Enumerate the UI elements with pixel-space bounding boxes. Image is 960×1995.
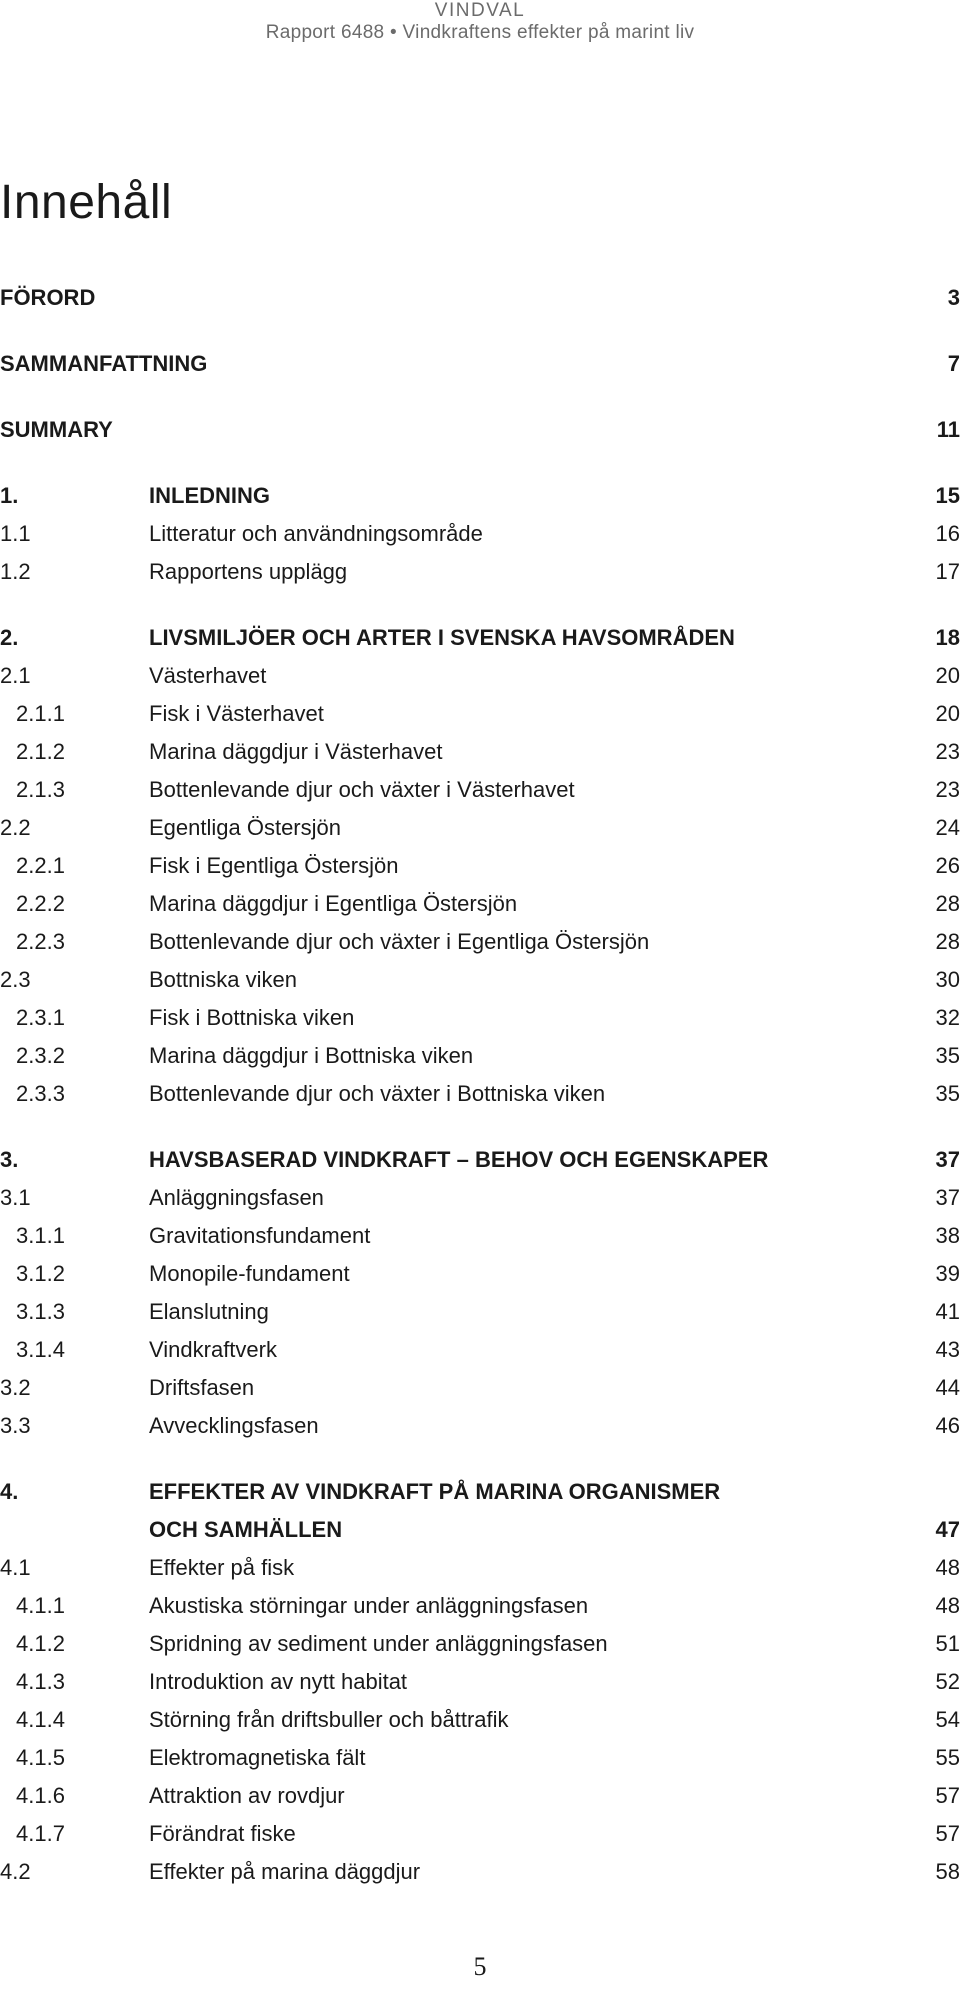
toc-entry-title: Fisk i Bottniska viken: [149, 1005, 355, 1030]
toc-entry-number: 2.2.1: [16, 853, 65, 878]
toc-entry-page: 15: [935, 483, 960, 508]
page-title: Innehåll: [0, 176, 173, 229]
toc-entry-page: 23: [935, 777, 960, 802]
toc-entry-title: INLEDNING: [149, 483, 270, 508]
toc-entry-title: Marina däggdjur i Bottniska viken: [149, 1043, 474, 1068]
toc-entry-page: 55: [935, 1745, 960, 1770]
toc-entry[interactable]: [0, 1219, 960, 1253]
toc-entry[interactable]: [0, 735, 960, 769]
toc-entry-page: 41: [935, 1299, 960, 1324]
toc-entry[interactable]: [0, 659, 960, 693]
toc-entry-title: EFFEKTER AV VINDKRAFT PÅ MARINA ORGANISMER: [149, 1479, 721, 1504]
toc-entry-title: Elanslutning: [149, 1299, 269, 1324]
toc-entry-page: 18: [935, 625, 960, 650]
toc-entry-title: Bottenlevande djur och växter i Egentliga Östersjön: [149, 929, 650, 954]
toc-entry-title: OCH SAMHÄLLEN: [149, 1517, 343, 1542]
toc-entry-title: Introduktion av nytt habitat: [149, 1669, 408, 1694]
toc-entry-number: 4.1.1: [16, 1593, 65, 1618]
toc-entry-number: 4.1.3: [16, 1669, 65, 1694]
toc-entry-title: Förändrat fiske: [149, 1821, 296, 1846]
header-series: VINDVAL: [434, 0, 526, 21]
toc-entry-page: 24: [935, 815, 960, 840]
toc-entry[interactable]: [0, 1627, 960, 1661]
toc-entry-number: 2.3.1: [16, 1005, 65, 1030]
toc-entry-page: 26: [935, 853, 960, 878]
toc-entry-number: 2.3: [0, 967, 31, 992]
toc-entry[interactable]: [0, 697, 960, 731]
toc-entry-page: 48: [935, 1555, 960, 1580]
toc-entry[interactable]: [0, 555, 960, 589]
toc-entry-number: 4.1.6: [16, 1783, 65, 1808]
toc-entry-title: Spridning av sediment under anläggningsfasen: [149, 1631, 608, 1656]
toc-entry-chapter-4-continued[interactable]: [0, 1513, 960, 1547]
toc-entry-chapter-3[interactable]: [0, 1143, 960, 1177]
toc-entry-page: 35: [935, 1043, 960, 1068]
toc-entry-page: 28: [935, 929, 960, 954]
toc-entry-number: 3.: [0, 1147, 19, 1172]
toc-entry-page: 39: [935, 1261, 960, 1286]
toc-entry-title: Störning från driftsbuller och båttrafik: [149, 1707, 509, 1732]
toc-entry[interactable]: [0, 887, 960, 921]
toc-entry-number: 2.3.3: [16, 1081, 65, 1106]
toc-entry[interactable]: [0, 963, 960, 997]
toc-entry-title: Västerhavet: [149, 663, 267, 688]
page-number: 5: [473, 1952, 487, 1981]
toc-entry-number: 4.1.2: [16, 1631, 65, 1656]
toc-entry-title: Bottniska viken: [149, 967, 297, 992]
toc-entry-title: Bottenlevande djur och växter i Västerhavet: [149, 777, 575, 802]
toc-entry[interactable]: [0, 773, 960, 807]
toc-entry-page: 44: [935, 1375, 960, 1400]
toc-entry-title: Fisk i Egentliga Östersjön: [149, 853, 399, 878]
toc-entry-page: 54: [935, 1707, 960, 1732]
toc-entry-page: 57: [935, 1783, 960, 1808]
toc-entry[interactable]: [0, 1817, 960, 1851]
toc-entry-number: 2.2.3: [16, 929, 65, 954]
toc-entry-page: 35: [935, 1081, 960, 1106]
toc-entry-title: FÖRORD: [0, 285, 96, 310]
toc-entry-chapter-4[interactable]: [0, 1475, 960, 1509]
toc-entry-number: 3.1.1: [16, 1223, 65, 1248]
toc-entry-title: Akustiska störningar under anläggningsfasen: [149, 1593, 589, 1618]
toc-entry-chapter-2[interactable]: [0, 621, 960, 655]
toc-entry-title: Gravitationsfundament: [149, 1223, 371, 1248]
toc-entry[interactable]: [0, 1295, 960, 1329]
toc-entry-page: 11: [936, 417, 960, 442]
toc-entry[interactable]: [0, 1039, 960, 1073]
toc-entry-page: 20: [935, 701, 960, 726]
toc-entry-page: 43: [935, 1337, 960, 1362]
toc-entry-title: Elektromagnetiska fält: [149, 1745, 366, 1770]
toc-entry-page: 37: [935, 1185, 960, 1210]
toc-entry-page: 3: [947, 285, 960, 310]
toc-entry[interactable]: [0, 1855, 960, 1889]
toc-entry[interactable]: [0, 1779, 960, 1813]
toc-entry-number: 4.1.7: [16, 1821, 65, 1846]
toc-entry-number: 2.3.2: [16, 1043, 65, 1068]
toc-entry-number: 3.3: [0, 1413, 31, 1438]
toc-entry-number: 3.2: [0, 1375, 31, 1400]
toc-entry[interactable]: [0, 1333, 960, 1367]
toc-entry-title: Anläggningsfasen: [149, 1185, 324, 1210]
toc-entry-page: 58: [935, 1859, 960, 1884]
toc-entry[interactable]: [0, 1703, 960, 1737]
toc-entry[interactable]: [0, 1551, 960, 1585]
toc-entry-chapter-1[interactable]: [0, 479, 960, 513]
toc-entry-number: 2.1.2: [16, 739, 65, 764]
toc-entry-title: Fisk i Västerhavet: [149, 701, 324, 726]
toc-entry-number: 3.1.4: [16, 1337, 65, 1362]
toc-entry-page: 37: [935, 1147, 960, 1172]
toc-entry-number: 1.: [0, 483, 19, 508]
toc-entry[interactable]: [0, 1409, 960, 1443]
toc-entry-page: 32: [935, 1005, 960, 1030]
toc-entry-page: 52: [935, 1669, 960, 1694]
toc-entry-page: 48: [935, 1593, 960, 1618]
toc-entry-number: 4.1: [0, 1555, 31, 1580]
toc-entry-page: 28: [935, 891, 960, 916]
toc-entry-title: Monopile-fundament: [149, 1261, 350, 1286]
toc-entry-page: 20: [935, 663, 960, 688]
toc-entry-page: 46: [935, 1413, 960, 1438]
toc-entry-title: LIVSMILJÖER OCH ARTER I SVENSKA HAVSOMRÅDEN: [149, 625, 735, 650]
toc-entry-title: Driftsfasen: [149, 1375, 255, 1400]
toc-entry-number: 1.2: [0, 559, 31, 584]
toc-entry-number: 2.1: [0, 663, 31, 688]
toc-entry-number: 2.: [0, 625, 19, 650]
toc-entry[interactable]: [0, 1665, 960, 1699]
toc-entry-page: 7: [947, 351, 960, 376]
toc-entry-title: Effekter på marina däggdjur: [149, 1859, 421, 1884]
running-header: [0, 0, 960, 44]
toc-entry[interactable]: [0, 1741, 960, 1775]
toc-entry[interactable]: [0, 1257, 960, 1291]
toc-entry-page: 30: [935, 967, 960, 992]
toc-entry-page: 51: [935, 1631, 960, 1656]
toc-entry[interactable]: [0, 811, 960, 845]
toc-entry-title: SUMMARY: [0, 417, 113, 442]
toc-entry-number: 3.1.3: [16, 1299, 65, 1324]
toc-entry-number: 4.2: [0, 1859, 31, 1884]
toc-entry-title: Avvecklingsfasen: [149, 1413, 319, 1438]
toc-entry-title: Egentliga Östersjön: [149, 815, 341, 840]
toc-entry-title: Effekter på fisk: [149, 1555, 295, 1580]
toc-entry[interactable]: [0, 1181, 960, 1215]
toc-entry[interactable]: [0, 1077, 960, 1111]
toc-entry-title: Marina däggdjur i Västerhavet: [149, 739, 443, 764]
toc-entry-number: 3.1: [0, 1185, 31, 1210]
toc-entry-page: 57: [935, 1821, 960, 1846]
toc-entry-number: 2.1.1: [16, 701, 65, 726]
toc-entry-number: 2.1.3: [16, 777, 65, 802]
toc-entry-page: 47: [935, 1517, 960, 1542]
toc-entry[interactable]: [0, 1371, 960, 1405]
toc-entry-title: Bottenlevande djur och växter i Bottniska viken: [149, 1081, 606, 1106]
toc-entry-title: Marina däggdjur i Egentliga Östersjön: [149, 891, 518, 916]
toc-entry-number: 4.1.5: [16, 1745, 65, 1770]
toc-entry-title: Attraktion av rovdjur: [149, 1783, 345, 1808]
toc-entry[interactable]: [0, 849, 960, 883]
toc-entry-page: 23: [935, 739, 960, 764]
toc-entry-number: 1.1: [0, 521, 31, 546]
toc-entry-title: Vindkraftverk: [149, 1337, 277, 1362]
toc-entry-number: 2.2: [0, 815, 31, 840]
toc-entry[interactable]: [0, 925, 960, 959]
toc-entry-number: 3.1.2: [16, 1261, 65, 1286]
toc-entry-number: 4.: [0, 1479, 19, 1504]
toc-entry-title: SAMMANFATTNING: [0, 351, 208, 376]
toc-entry-title: Litteratur och användningsområde: [149, 521, 483, 546]
toc-entry-summary[interactable]: [0, 413, 960, 447]
toc-entry-title: Rapportens upplägg: [149, 559, 348, 584]
toc-entry[interactable]: [0, 1001, 960, 1035]
toc-entry-number: 4.1.4: [16, 1707, 65, 1732]
toc-entry-page: 16: [935, 521, 960, 546]
toc-entry-forord[interactable]: [0, 281, 960, 315]
toc-entry-number: 2.2.2: [16, 891, 65, 916]
header-report-title: Rapport 6488 • Vindkraftens effekter på marint liv: [265, 22, 695, 43]
toc-entry-page: 38: [935, 1223, 960, 1248]
toc-entry[interactable]: [0, 517, 960, 551]
toc-entry[interactable]: [0, 1589, 960, 1623]
toc-entry-sammanfattning[interactable]: [0, 347, 960, 381]
toc-entry-title: HAVSBASERAD VINDKRAFT – BEHOV OCH EGENSKAPER: [149, 1147, 769, 1172]
toc-entry-page: 17: [935, 559, 960, 584]
